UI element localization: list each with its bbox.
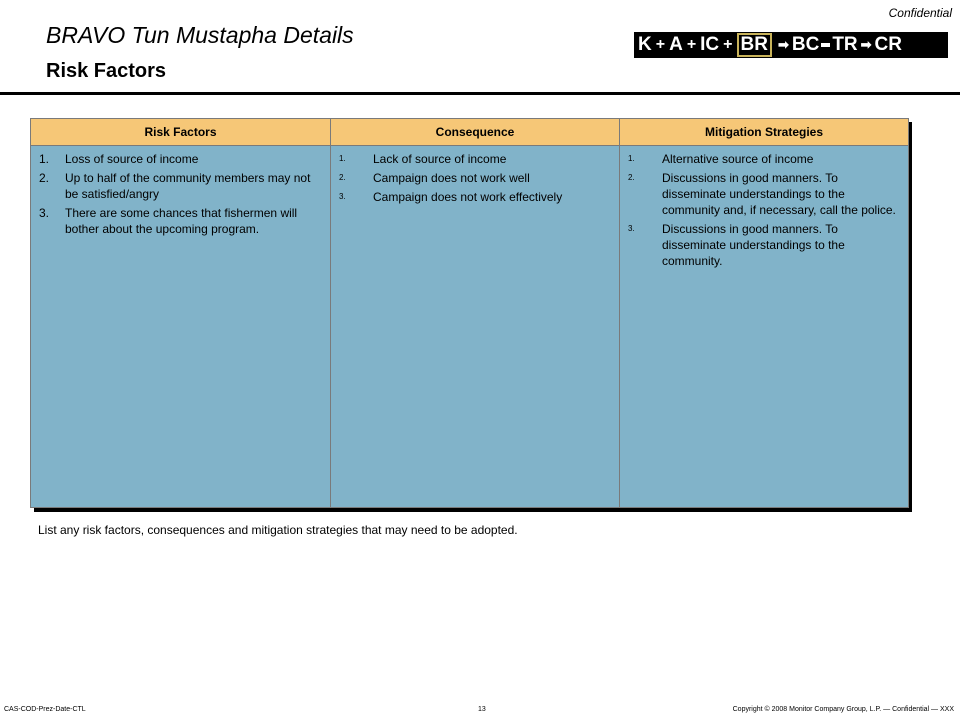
item-text: Campaign does not work effectively <box>373 190 563 204</box>
header-risk-factors: Risk Factors <box>31 119 331 146</box>
footer-copyright: Copyright © 2008 Monitor Company Group, L.P. — Confidential — XXX <box>732 706 954 713</box>
item-number: 2. <box>628 173 635 182</box>
footer-page-number: 13 <box>478 706 486 713</box>
confidential-label: Confidential <box>888 6 952 20</box>
logo-ic: IC <box>700 34 720 55</box>
risk-table-container <box>30 118 908 508</box>
item-number: 3. <box>628 224 635 233</box>
item-number: 2. <box>339 173 346 182</box>
item-number: 1. <box>339 154 346 163</box>
consequence-list <box>339 151 611 205</box>
item-number: 2. <box>39 171 50 185</box>
header-rule <box>0 92 960 95</box>
item-text: Loss of source of income <box>65 152 199 166</box>
logo-cr: CR <box>874 34 902 55</box>
logo-a: A <box>669 34 683 55</box>
item-text: Up to half of the community members may not be satisfied/angry <box>65 171 311 201</box>
item-text: There are some chances that fishermen will bother about the upcoming program. <box>65 206 298 236</box>
instruction-note: List any risk factors, consequences and mitigation strategies that may need to be adopted. <box>38 523 518 537</box>
logo-tr: TR <box>832 34 858 55</box>
page-title: BRAVO Tun Mustapha Details <box>46 22 354 48</box>
item-number: 1. <box>39 152 50 166</box>
item-number: 1. <box>628 154 635 163</box>
footer-left: CAS-COD-Prez-Date-CTL <box>4 706 86 713</box>
mitigation-cell <box>620 146 909 508</box>
item-text: Discussions in good manners. To disseminate understandings to the community and, if necessary, call the police. <box>662 171 896 217</box>
arrow-right-icon: ➡ <box>777 37 789 52</box>
list-item <box>339 189 611 205</box>
risk-factors-list <box>39 151 322 237</box>
mitigation-list <box>628 151 900 269</box>
list-item <box>628 221 900 269</box>
list-item <box>39 170 322 202</box>
arrow-right-icon: ➡ <box>860 37 872 52</box>
item-text: Alternative source of income <box>662 152 814 166</box>
list-item <box>628 170 900 218</box>
consequence-cell <box>331 146 620 508</box>
logo-bc: BC <box>791 34 820 55</box>
logo-br: BR <box>737 33 772 57</box>
logo-plus-1: + <box>655 36 666 53</box>
header-consequence: Consequence <box>331 119 620 146</box>
item-text: Discussions in good manners. To disseminate understandings to the community. <box>662 222 845 268</box>
list-item <box>628 151 900 167</box>
logo-plus-3: + <box>723 36 733 53</box>
framework-logo <box>634 32 948 58</box>
page-subtitle: Risk Factors <box>46 60 167 82</box>
header-mitigation: Mitigation Strategies <box>620 119 909 146</box>
list-item <box>339 170 611 186</box>
item-number: 3. <box>339 192 346 201</box>
item-text: Campaign does not work well <box>373 171 530 185</box>
item-text: Lack of source of income <box>373 152 507 166</box>
item-number: 3. <box>39 206 50 220</box>
list-item <box>39 151 322 167</box>
dash-icon <box>821 43 830 47</box>
list-item <box>39 205 322 237</box>
logo-plus-2: + <box>686 36 697 53</box>
logo-k: K <box>638 34 652 55</box>
risk-table <box>30 118 909 508</box>
risk-factors-cell <box>31 146 331 508</box>
list-item <box>339 151 611 167</box>
